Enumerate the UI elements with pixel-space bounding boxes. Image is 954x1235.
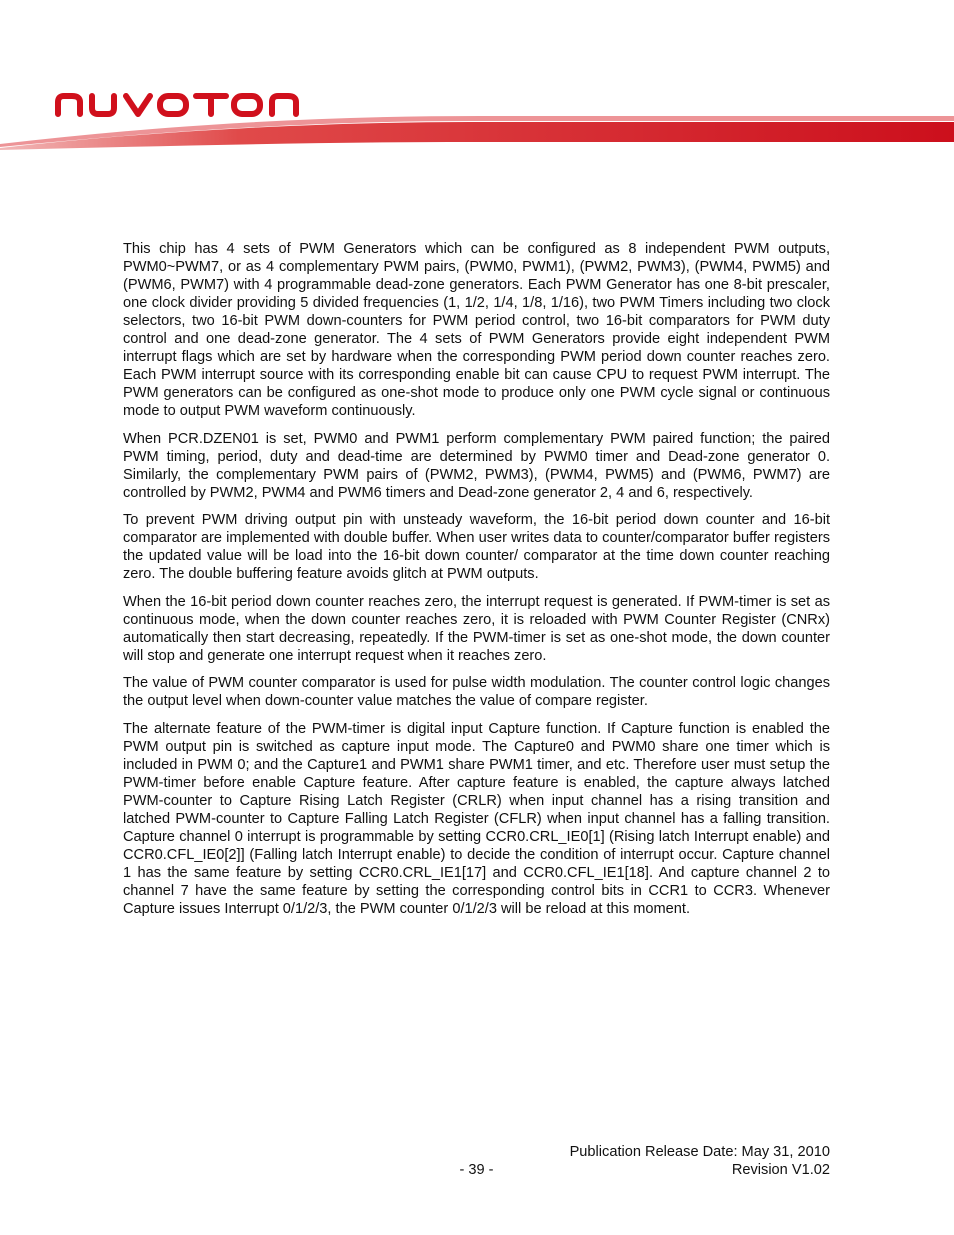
paragraph-interrupt-request: When the 16-bit period down counter reaches zero, the interrupt request is generated. If PWM-timer is set as continuous mode, when the down counter reaches zero, it is reloaded with PWM Counter Register (CNRx) automatically then start decreasing, repeatedly. If the PWM-timer is set as one-shot mode, the down counter will stop and generate one interrupt request when it reaches zero. [123,593,830,664]
revision-label: Revision V1.02 [731,1162,830,1178]
paragraph-comparator: The value of PWM counter comparator is used for pulse width modulation. The counter control logic changes the output level when down-counter value matches the value of compare register. [123,675,830,709]
page-footer [123,1143,830,1183]
page-number: - 39 - [459,1162,494,1178]
document-body [123,240,830,927]
paragraph-capture-function: The alternate feature of the PWM-timer is digital input Capture function. If Capture function is enabled the PWM output pin is switched as capture input mode. The Capture0 and PWM0 share one timer which is included in PWM 0; and the Capture1 and PWM1 share PWM1 timer, and etc. Therefore user must setup the PWM-timer before enable Capture feature. After capture feature is enabled, the capture always latched PWM-counter to Capture Rising Latch Register (CRLR) when input channel has a rising transition and latched PWM-counter to Capture Falling Latch Register (CFLR) when input channel has a falling transition. Capture channel 0 interrupt is programmable by setting CCR0.CRL_IE0[1] (Rising latch Interrupt enable) and CCR0.CFL_IE0[2]] (Falling latch Interrupt enable) to decide the condition of interrupt occur. Capture channel 1 has the same feature by setting CCR0.CRL_IE1[17] and CCR0.CFL_IE1[18]. And capture channel 2 to channel 7 have the same feature by setting the corresponding control bits in CCR1 to CCR3. Whenever Capture issues Interrupt 0/1/2/3, the PWM counter 0/1/2/3 will be reload at this moment. [123,720,830,917]
publication-release-date: Publication Release Date: May 31, 2010 [569,1144,830,1160]
paragraph-dead-zone: When PCR.DZEN01 is set, PWM0 and PWM1 perform complementary PWM paired function; the paired PWM timing, period, duty and dead-time are determined by PWM0 timer and Dead-zone generator 0. Similarly, the complementary PWM pairs of (PWM2, PWM3), (PWM4, PWM5) and (PWM6, PWM7) are controlled by PWM2, PWM4 and PWM6 timers and Dead-zone generator 2, 4 and 6, respectively. [123,430,830,501]
page-header [0,0,954,150]
nuvoton-logo [50,86,310,122]
paragraph-double-buffer: To prevent PWM driving output pin with unsteady waveform, the 16-bit period down counter and 16-bit comparator are implemented with double buffer. When user writes data to counter/comparator buffer registers the updated value will be load into the 16-bit down counter/ comparator at the time down counter reaching zero. The double buffering feature avoids glitch at PWM outputs. [123,512,830,582]
logo-wordmark-graphic [50,86,310,122]
paragraph-pwm-generators: This chip has 4 sets of PWM Generators which can be configured as 8 independent PWM outputs, PWM0~PWM7, or as 4 complementary PWM pairs, (PWM0, PWM1), (PWM2, PWM3), (PWM4, PWM5) and (PWM6, PWM7) with 4 programmable dead-zone generators. Each PWM Generator has one 8-bit prescaler, one clock divider providing 5 divided frequencies (1, 1/2, 1/4, 1/8, 1/16), two PWM Timers including two clock selectors, two 16-bit PWM down-counters for PWM period control, two 16-bit comparators for PWM duty control and one dead-zone generator. The 4 sets of PWM Generators provide eight independent PWM interrupt flags which are set by hardware when the corresponding PWM period down counter reaches zero. Each PWM interrupt source with its corresponding enable bit can cause CPU to request PWM interrupt. The PWM generators can be configured as one-shot mode to produce only one PWM cycle signal or continuous mode to output PWM waveform continuously. [123,241,830,419]
